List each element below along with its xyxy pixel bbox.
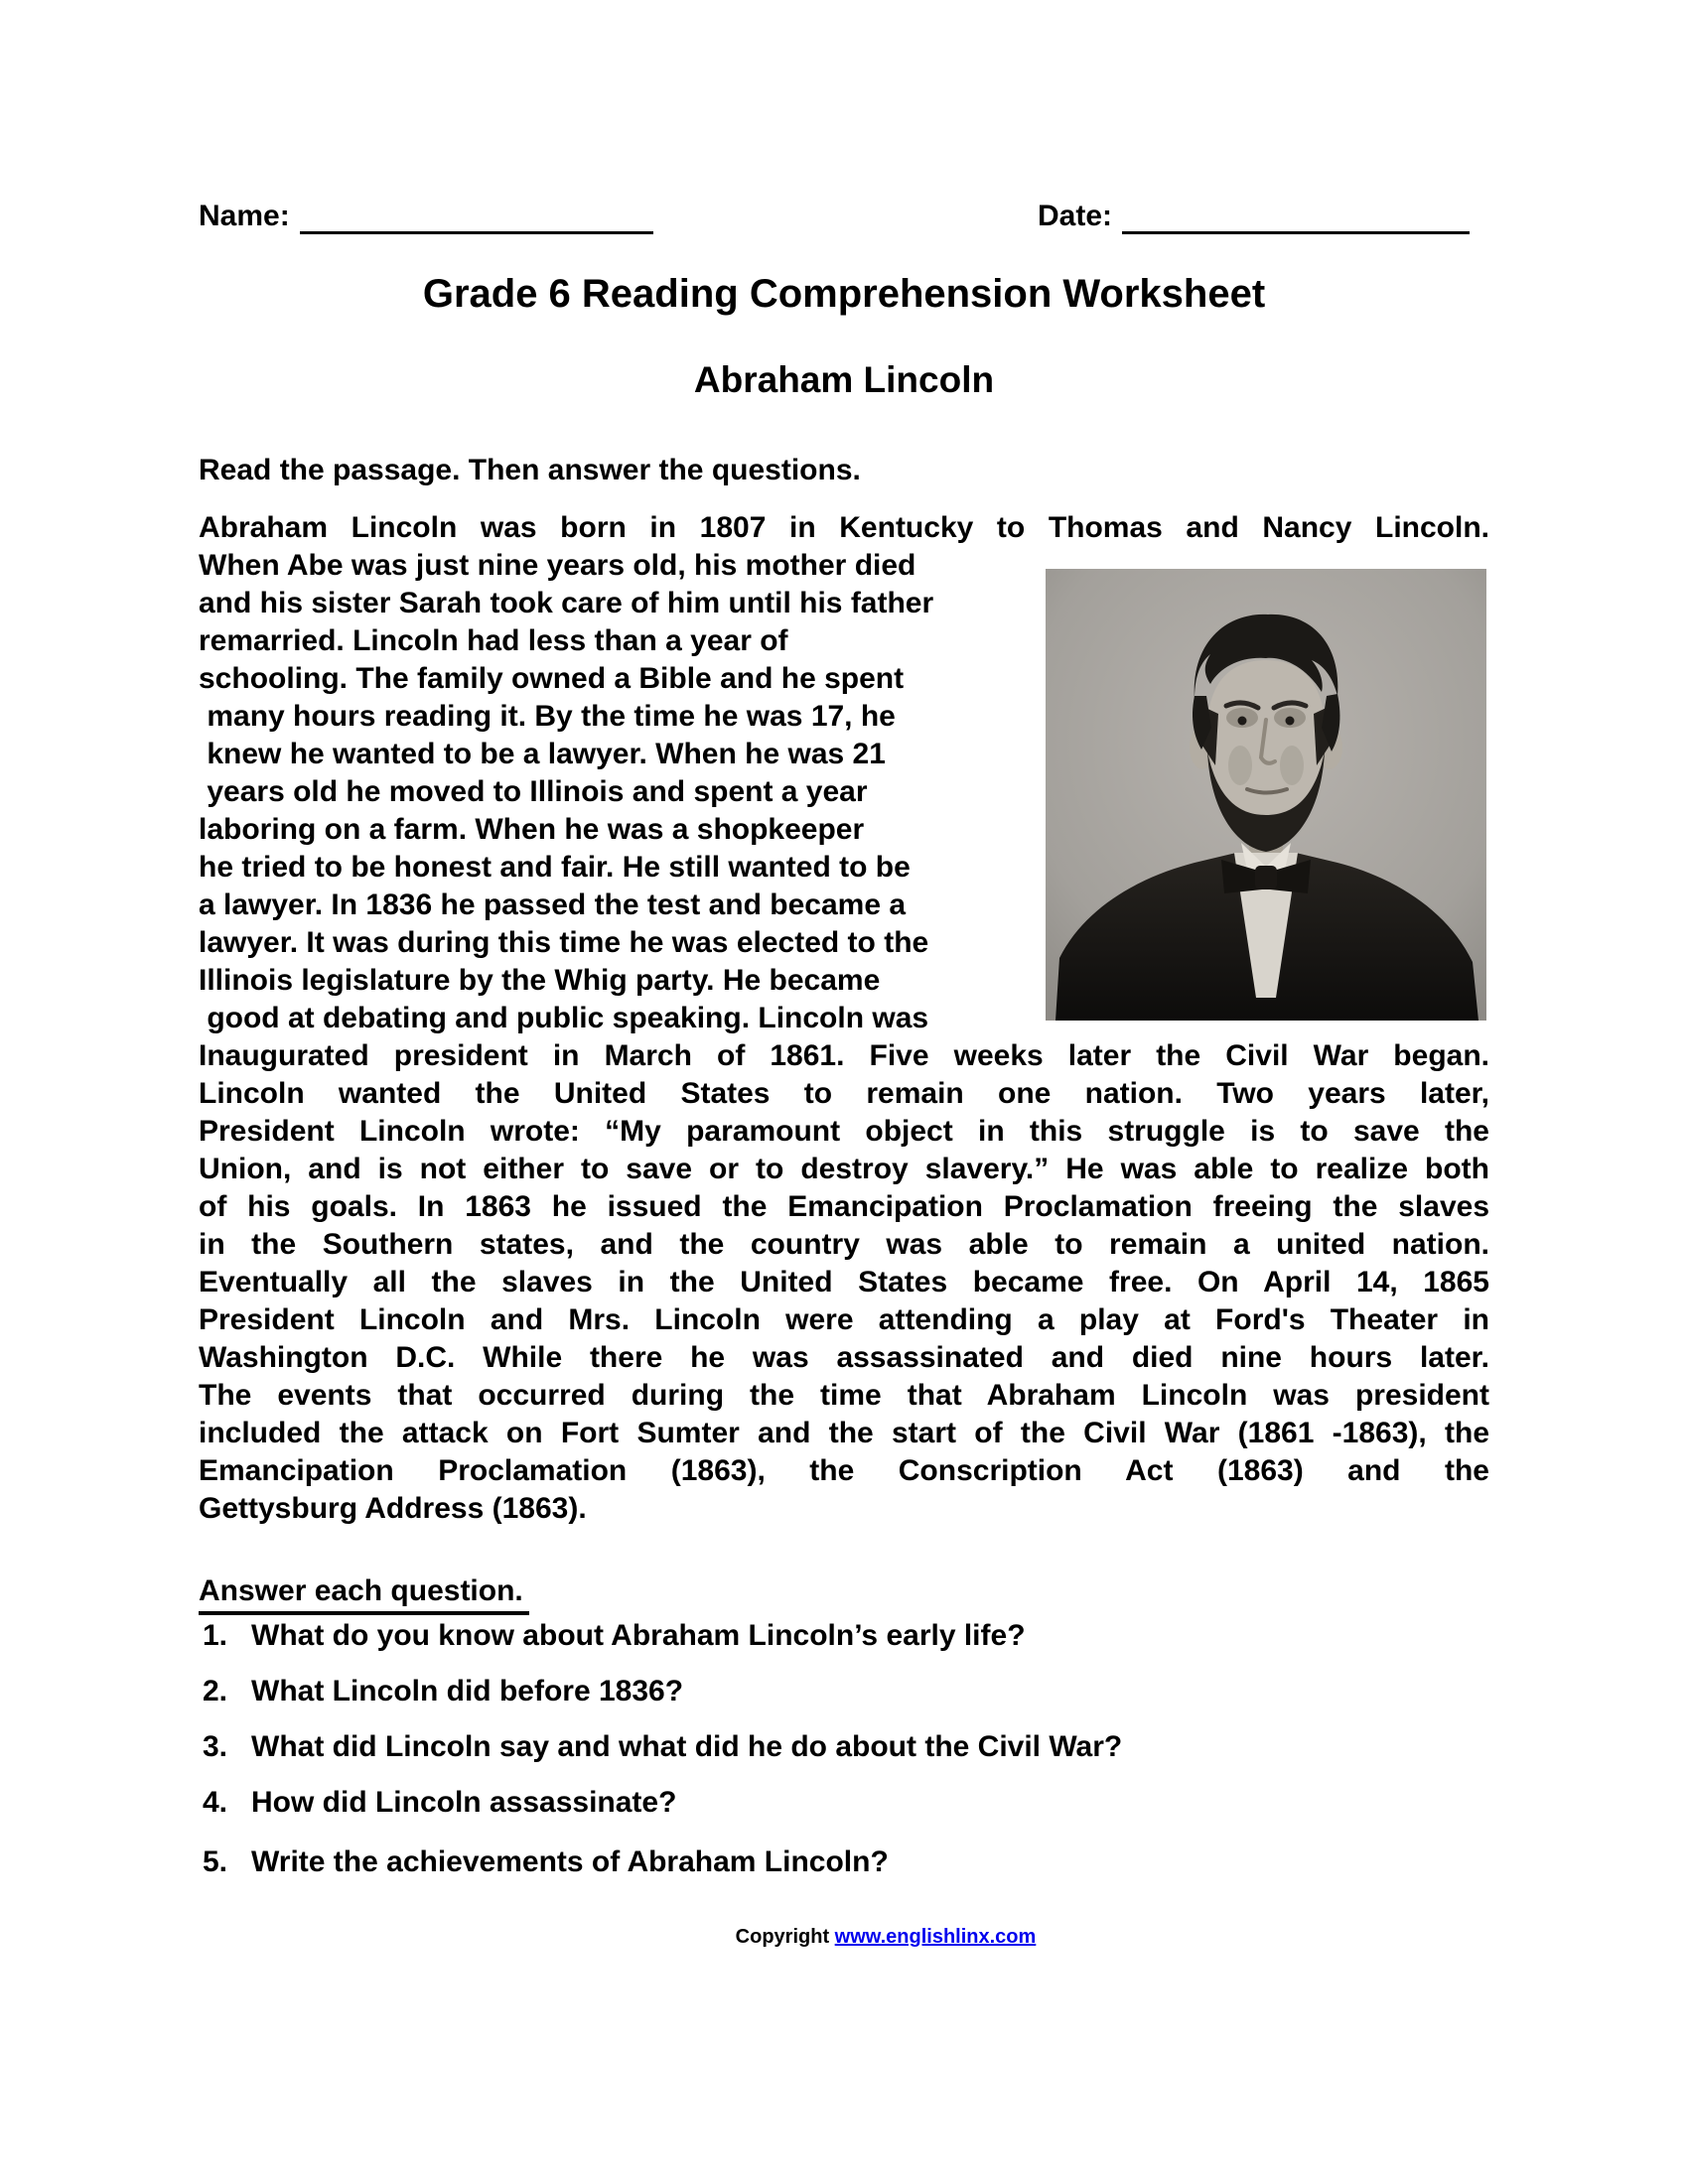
passage-line: he tried to be honest and fair. He still wanted to be xyxy=(199,851,911,884)
lincoln-portrait xyxy=(1046,569,1486,1021)
question-number: 5. xyxy=(203,1845,228,1878)
question-text: What did Lincoln say and what did he do about the Civil War? xyxy=(251,1730,1123,1763)
question-number: 3. xyxy=(203,1730,228,1763)
passage-line: lawyer. It was during this time he was elected to the xyxy=(199,926,929,959)
passage-line: included the attack on Fort Sumter and the start of the Civil War (1861 -1863), the xyxy=(199,1417,1489,1449)
question-number: 2. xyxy=(203,1675,228,1707)
name-row xyxy=(199,199,653,234)
date-label: Date: xyxy=(1038,200,1113,232)
passage-line: Eventually all the slaves in the United States became free. On April 14, 1865 xyxy=(199,1266,1489,1298)
copyright-link[interactable]: www.englishlinx.com xyxy=(834,1926,1037,1948)
question-text: What Lincoln did before 1836? xyxy=(251,1675,684,1707)
passage-line: Emancipation Proclamation (1863), the Conscription Act (1863) and the xyxy=(199,1454,1489,1487)
name-label: Name: xyxy=(199,200,290,232)
passage-line: of his goals. In 1863 he issued the Emancipation Proclamation freeing the slaves xyxy=(199,1190,1489,1223)
questions-heading: Answer each question. xyxy=(199,1574,529,1615)
passage-line: and his sister Sarah took care of him until his father xyxy=(199,587,934,619)
questions-section xyxy=(199,1574,1489,1878)
passage-line: President Lincoln wrote: “My paramount object in this struggle is to save the xyxy=(199,1115,1489,1148)
page-subtitle: Abraham Lincoln xyxy=(693,359,995,400)
passage-line: Abraham Lincoln was born in 1807 in Kentucky to Thomas and Nancy Lincoln. xyxy=(199,511,1489,544)
passage-line: remarried. Lincoln had less than a year of xyxy=(199,624,788,657)
question-number: 1. xyxy=(203,1619,228,1652)
copyright-label: Copyright xyxy=(735,1926,835,1948)
passage-line: in the Southern states, and the country was able to remain a united nation. xyxy=(199,1228,1489,1261)
question-item xyxy=(203,1786,676,1820)
instructions-text: Read the passage. Then answer the questions. xyxy=(199,454,861,486)
question-number: 4. xyxy=(203,1786,228,1819)
question-item xyxy=(203,1730,1122,1764)
passage-line: The events that occurred during the time that Abraham Lincoln was president xyxy=(199,1379,1489,1412)
passage xyxy=(199,509,1489,1528)
passage-line: a lawyer. In 1836 he passed the test and became a xyxy=(199,888,907,921)
question-item xyxy=(203,1619,1026,1653)
question-item xyxy=(203,1845,889,1879)
question-text: What do you know about Abraham Lincoln’s early life? xyxy=(251,1619,1026,1652)
passage-line: Washington D.C. While there he was assassinated and died nine hours later. xyxy=(199,1341,1489,1374)
date-row xyxy=(1038,199,1470,234)
passage-line: Inaugurated president in March of 1861. Five weeks later the Civil War began. xyxy=(199,1039,1489,1072)
passage-line: schooling. The family owned a Bible and he spent xyxy=(199,662,905,695)
passage-line: good at debating and public speaking. Lincoln was xyxy=(199,1002,929,1034)
passage-line: Gettysburg Address (1863). xyxy=(199,1492,587,1525)
question-text: How did Lincoln assassinate? xyxy=(251,1786,677,1819)
passage-line: laboring on a farm. When he was a shopkeeper xyxy=(199,813,865,846)
date-blank-line xyxy=(1122,202,1470,234)
passage-line: Union, and is not either to save or to destroy slavery.” He was able to realize both xyxy=(199,1153,1489,1185)
passage-line: many hours reading it. By the time he was 17, he xyxy=(199,700,896,733)
passage-line: Illinois legislature by the Whig party. He became xyxy=(199,964,881,997)
name-blank-line xyxy=(300,202,653,234)
question-item xyxy=(203,1675,683,1708)
passage-line: knew he wanted to be a lawyer. When he was 21 xyxy=(199,738,886,770)
passage-wrapped-block xyxy=(199,547,1038,1037)
passage-line: years old he moved to Illinois and spent a year xyxy=(199,775,868,808)
copyright-line xyxy=(240,1926,1531,1949)
passage-line: President Lincoln and Mrs. Lincoln were attending a play at Ford's Theater in xyxy=(199,1303,1489,1336)
passage-line: When Abe was just nine years old, his mother died xyxy=(199,549,916,582)
question-text: Write the achievements of Abraham Lincoln? xyxy=(251,1845,889,1878)
page-title: Grade 6 Reading Comprehension Worksheet xyxy=(422,272,1266,316)
passage-line: Lincoln wanted the United States to remain one nation. Two years later, xyxy=(199,1077,1489,1110)
